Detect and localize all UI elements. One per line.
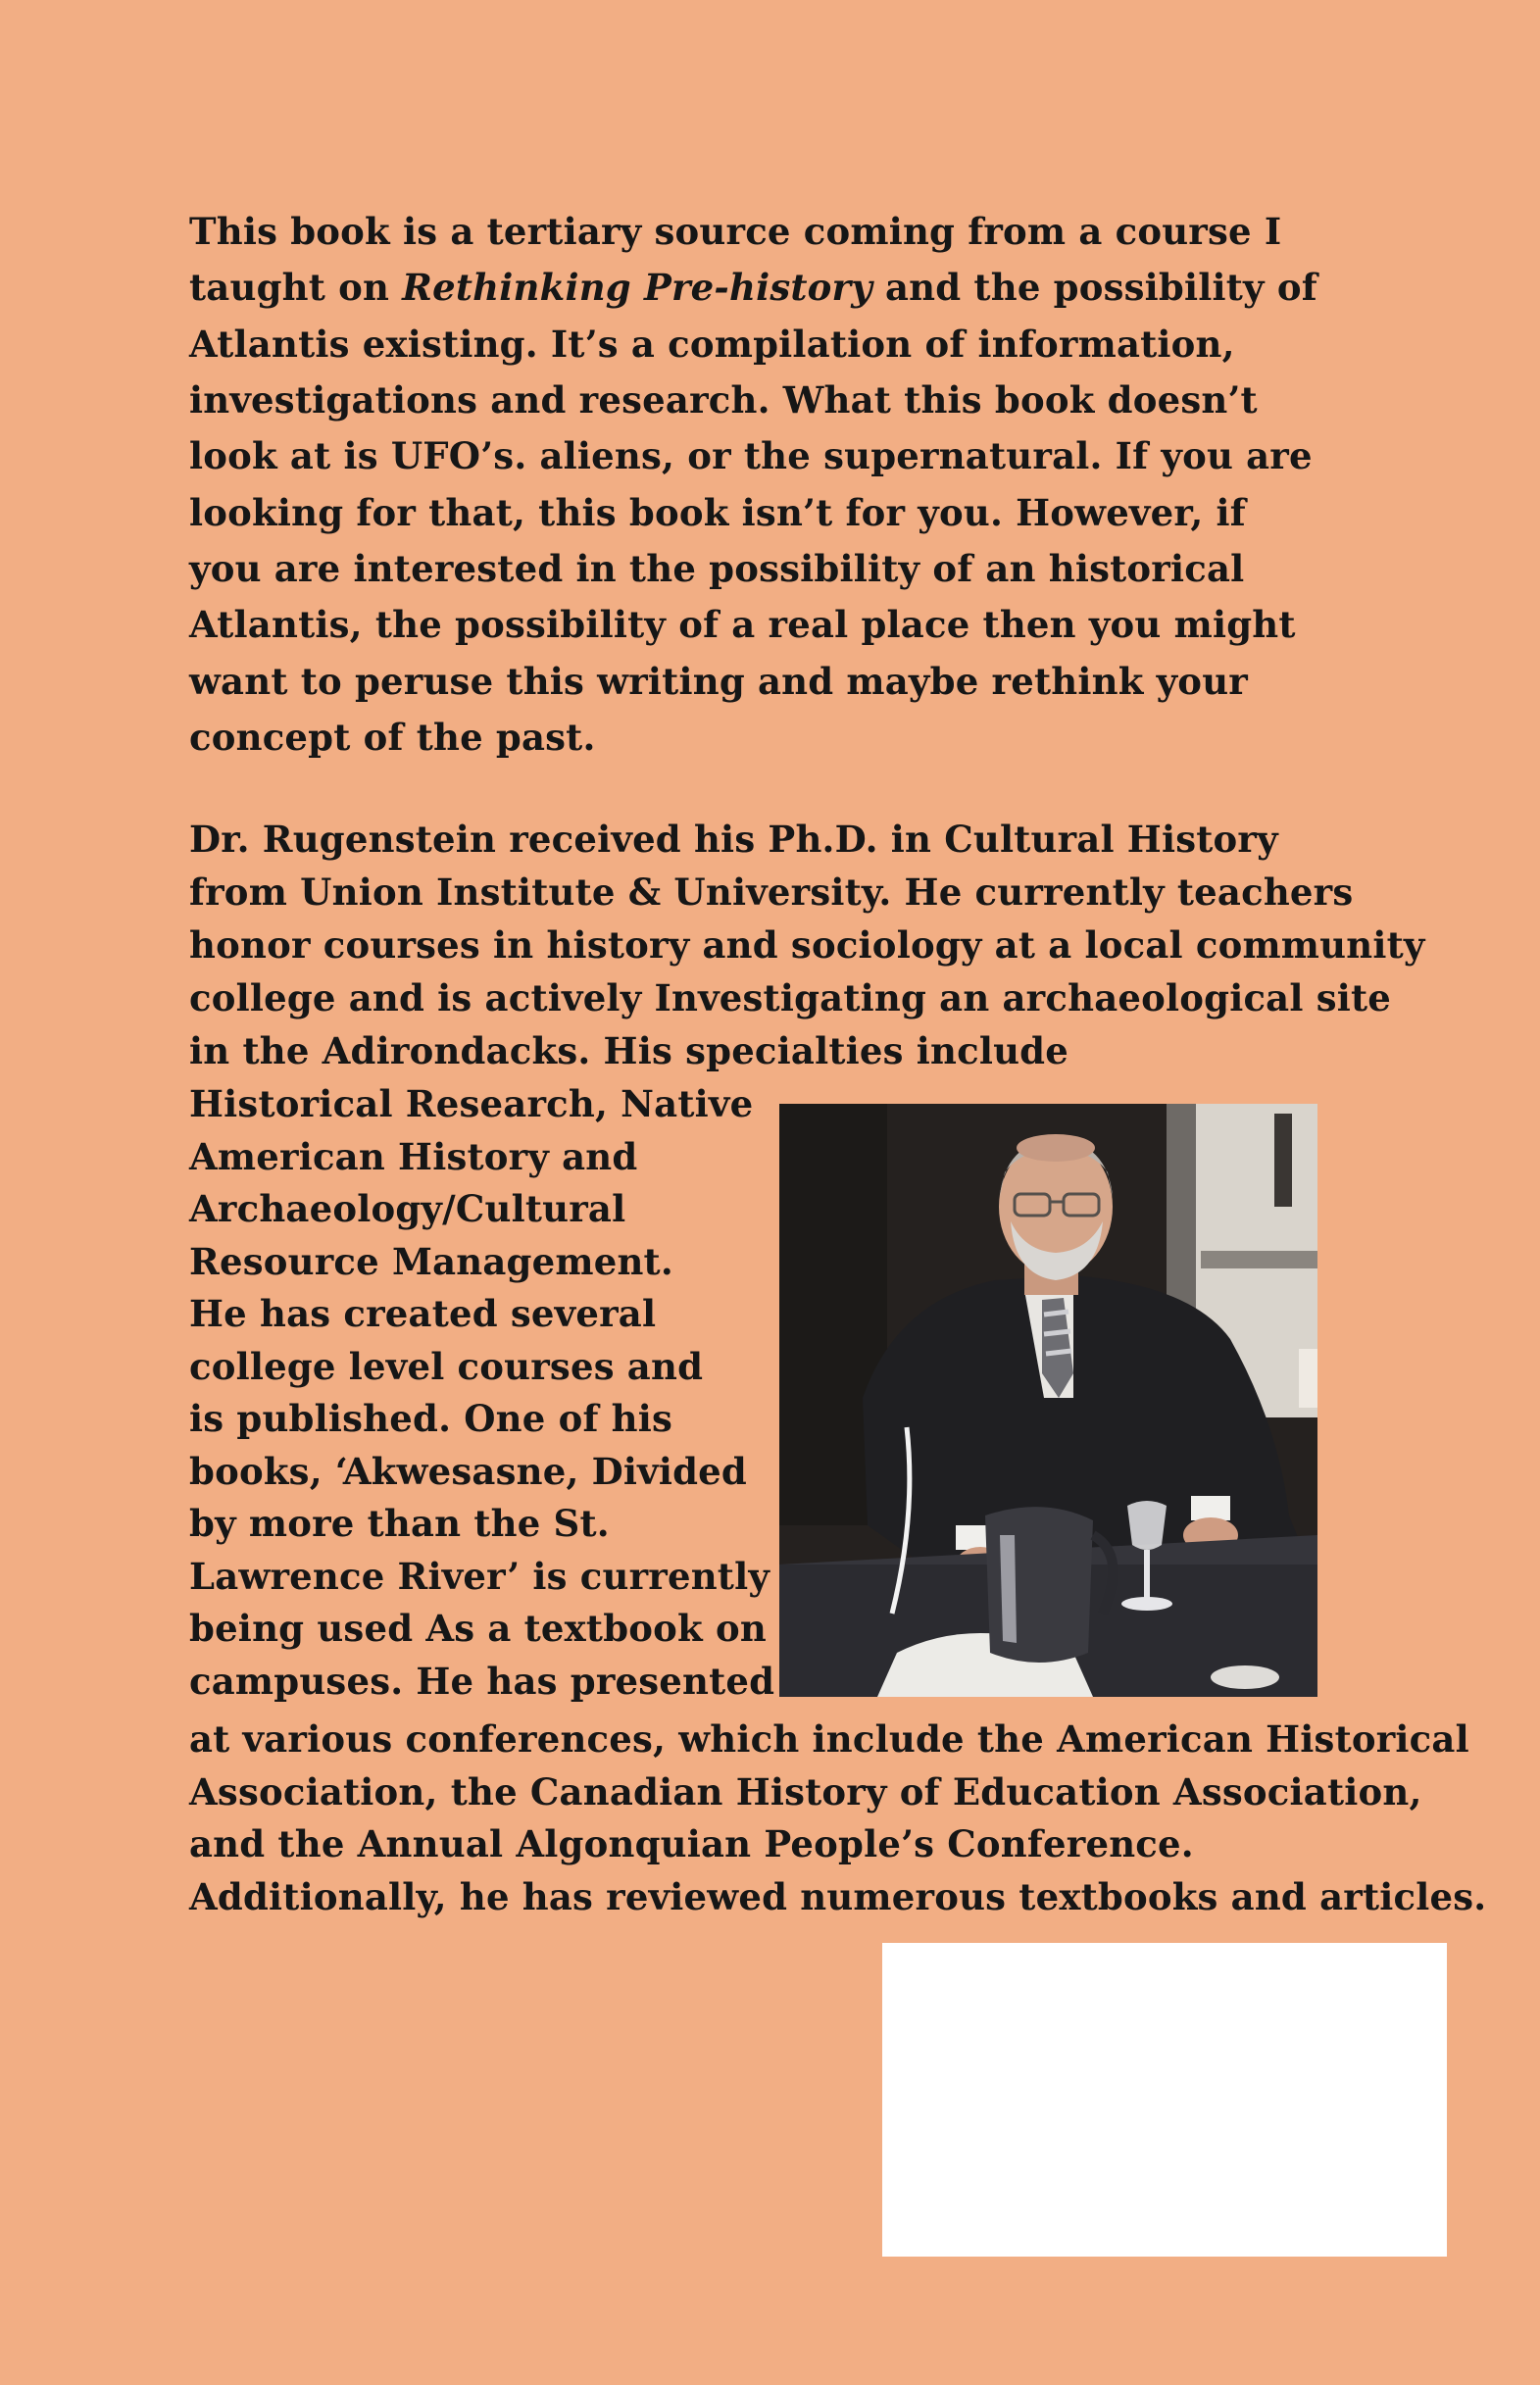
blurb-line: concept of the past. xyxy=(189,716,596,760)
blurb-line: investigations and research. What this book doesn’t xyxy=(189,378,1258,422)
barcode-placeholder xyxy=(882,1943,1447,2257)
bio-line: Lawrence River’ is currently xyxy=(189,1554,770,1598)
blurb-line: Atlantis, the possibility of a real place then you might xyxy=(189,603,1296,647)
bio-line: American History and xyxy=(189,1134,638,1178)
bio-line: college level courses and xyxy=(189,1344,704,1388)
author-photo xyxy=(779,1104,1317,1697)
bio-line: He has created several xyxy=(189,1292,657,1335)
blurb-line: you are interested in the possibility of an historical xyxy=(189,547,1245,591)
bio-line: by more than the St. xyxy=(189,1502,610,1545)
book-title-italic: Rethinking Pre-history xyxy=(402,266,872,310)
bio-line: Historical Research, Native xyxy=(189,1082,754,1125)
blurb-text: taught on xyxy=(189,266,403,310)
bio-line: at various conferences, which include the American Historical xyxy=(189,1717,1469,1761)
bio-line: Additionally, he has reviewed numerous textbooks and articles. xyxy=(189,1874,1487,1918)
blurb-line xyxy=(189,260,1317,316)
bio-line: books, ‘Akwesasne, Divided xyxy=(189,1449,747,1493)
bio-line: is published. One of his xyxy=(189,1397,673,1440)
book-blurb xyxy=(189,204,1317,766)
bio-line: Dr. Rugenstein received his Ph.D. in Cultural History xyxy=(189,818,1278,861)
blurb-line: This book is a tertiary source coming from a course I xyxy=(189,210,1282,253)
author-portrait-icon xyxy=(779,1104,1317,1697)
bio-line: in the Adirondacks. His specialties include xyxy=(189,1029,1068,1072)
bio-line: campuses. He has presented xyxy=(189,1659,775,1703)
author-bio-closing xyxy=(189,1714,1487,1923)
bio-line: honor courses in history and sociology at a local community xyxy=(189,923,1425,967)
blurb-line: look at is UFO’s. aliens, or the supernatural. If you are xyxy=(189,434,1313,478)
blurb-line: Atlantis existing. It’s a compilation of information, xyxy=(189,322,1235,366)
author-bio-intro xyxy=(189,813,1425,1077)
bio-line: being used As a textbook on xyxy=(189,1607,767,1650)
bio-line: Association, the Canadian History of Education Association, xyxy=(189,1769,1422,1814)
bio-line: and the Annual Algonquian People’s Conference. xyxy=(189,1822,1194,1865)
bio-line: from Union Institute & University. He currently teachers xyxy=(189,870,1354,914)
blurb-line: want to peruse this writing and maybe rethink your xyxy=(189,659,1248,703)
author-bio-column xyxy=(189,1078,777,1708)
bio-line: Resource Management. xyxy=(189,1239,673,1283)
blurb-line: looking for that, this book isn’t for you. However, if xyxy=(189,490,1246,534)
bio-line: college and is actively Investigating an archaeological site xyxy=(189,976,1392,1019)
blurb-text: and the possibility of xyxy=(871,266,1317,310)
bio-line: Archaeology/Cultural xyxy=(189,1187,626,1230)
